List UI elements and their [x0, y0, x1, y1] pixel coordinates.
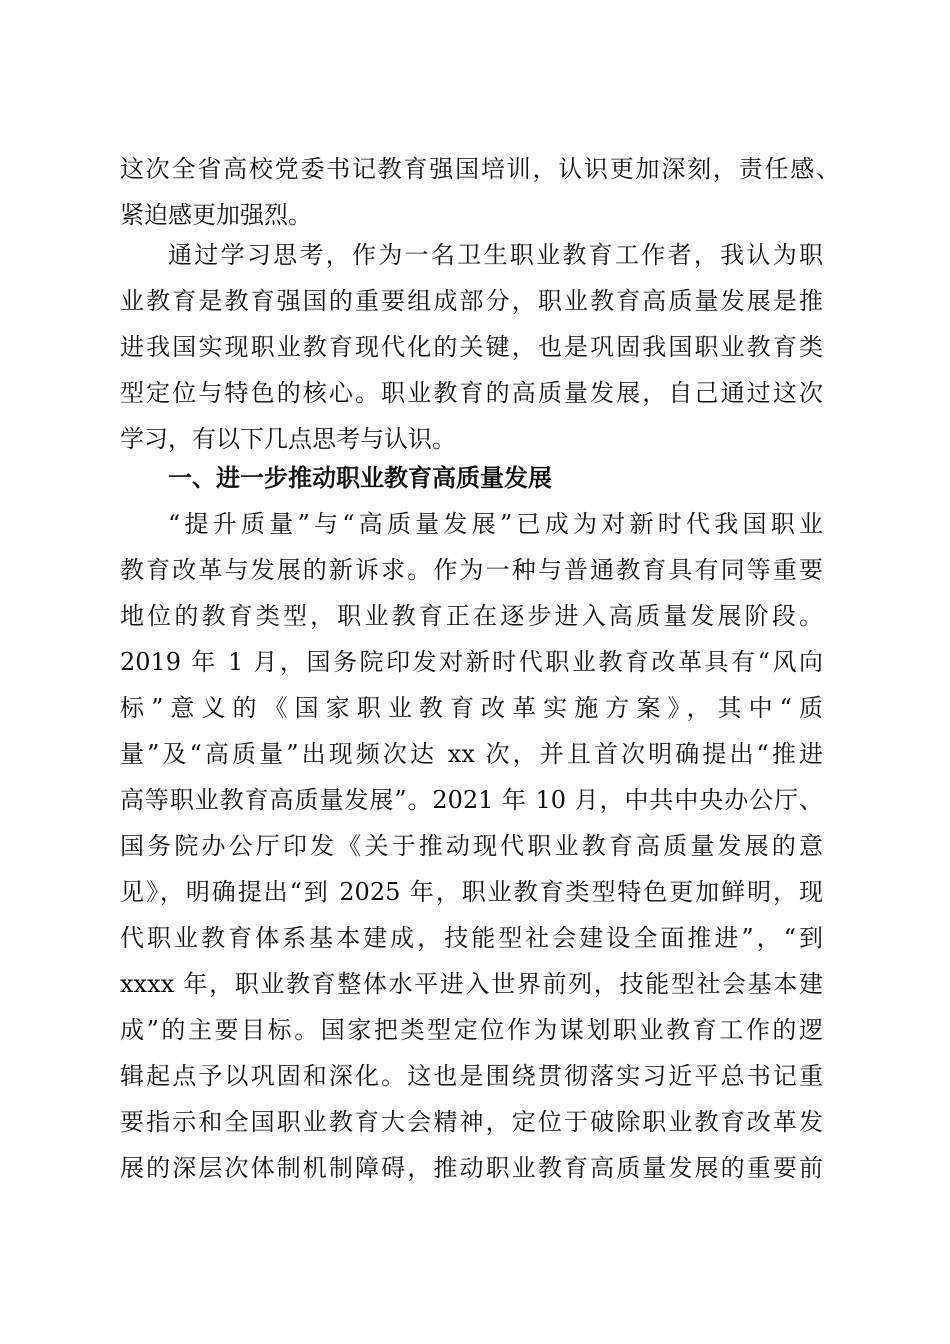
text-line: 成”的主要目标。国家把类型定位作为谋划职业教育工作的逻 — [120, 1016, 823, 1044]
text-line: 国务院办公厅印发《关于推动现代职业教育高质量发展的意 — [120, 832, 823, 860]
text-line: 这次全省高校党委书记教育强国培训，认识更加深刻，责任感、 — [120, 155, 840, 183]
text-line: xxxx 年，职业教育整体水平进入世界前列，技能型社会基本建 — [120, 970, 823, 998]
text-line: “提升质量”与“高质量发展”已成为对新时代我国职业 — [168, 510, 823, 538]
text-line: 进我国实现职业教育现代化的关键，也是巩固我国职业教育类 — [120, 333, 823, 361]
text-line: 业教育是教育强国的重要组成部分，职业教育高质量发展是推 — [120, 287, 823, 315]
section-heading: 一、进一步推动职业教育高质量发展 — [168, 464, 552, 492]
text-line: 地位的教育类型，职业教育正在逐步进入高质量发展阶段。 — [120, 602, 823, 630]
text-line: 紧迫感更加强烈。 — [120, 201, 312, 229]
text-line: 标”意义的《国家职业教育改革实施方案》，其中“质 — [120, 694, 823, 722]
text-line: 量”及“高质量”出现频次达 xx 次，并且首次明确提出“推进 — [120, 740, 823, 768]
text-line: 通过学习思考，作为一名卫生职业教育工作者，我认为职 — [168, 241, 823, 269]
text-line: 教育改革与发展的新诉求。作为一种与普通教育具有同等重要 — [120, 556, 823, 584]
text-line: 学习，有以下几点思考与认识。 — [120, 425, 456, 453]
text-line: 见》，明确提出“到 2025 年，职业教育类型特色更加鲜明，现 — [120, 878, 823, 906]
text-line: 辑起点予以巩固和深化。这也是围绕贯彻落实习近平总书记重 — [120, 1062, 823, 1090]
text-line: 型定位与特色的核心。职业教育的高质量发展，自己通过这次 — [120, 379, 823, 407]
text-line: 展的深层次体制机制障碍，推动职业教育高质量发展的重要前 — [120, 1154, 823, 1182]
text-line: 要指示和全国职业教育大会精神，定位于破除职业教育改革发 — [120, 1108, 823, 1136]
text-line: 高等职业教育高质量发展”。2021 年 10 月，中共中央办公厅、 — [120, 786, 823, 814]
text-line: 代职业教育体系基本建成，技能型社会建设全面推进”，“到 — [120, 924, 823, 952]
text-line: 2019 年 1 月，国务院印发对新时代职业教育改革具有“风向 — [120, 648, 823, 676]
